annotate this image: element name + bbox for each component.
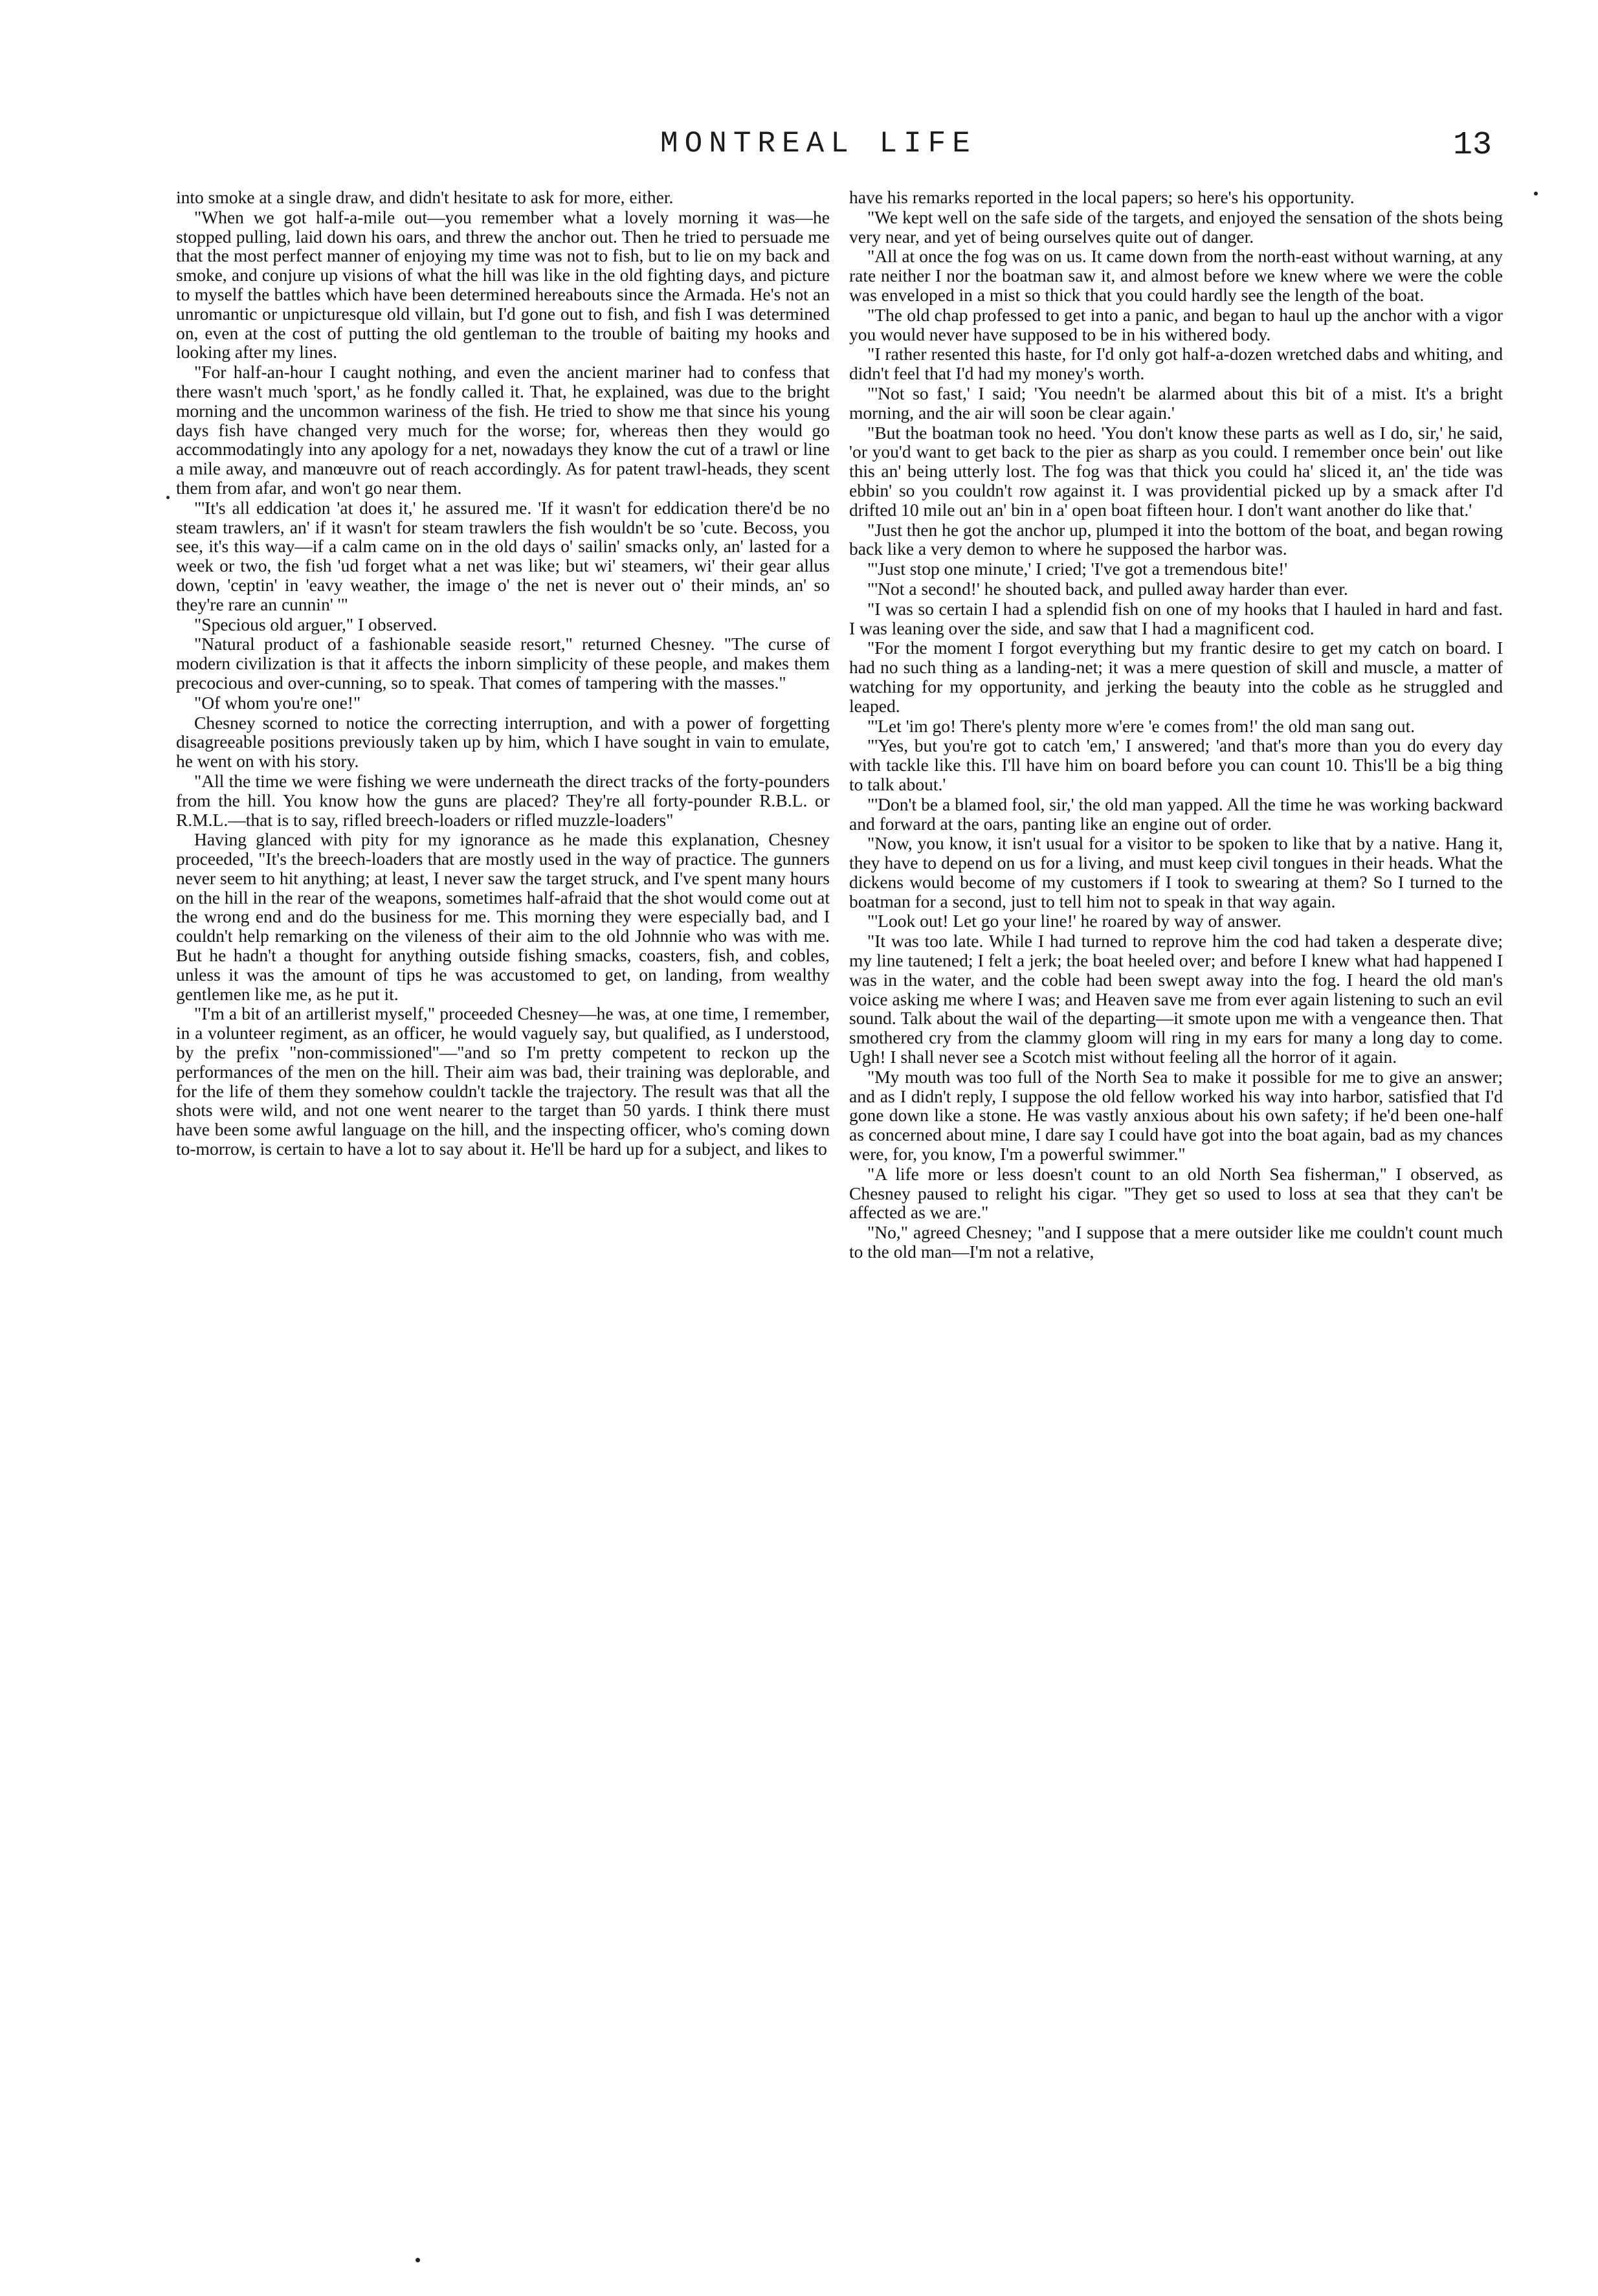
paragraph: into smoke at a single draw, and didn't hesitate to ask for more, either. [176,188,674,207]
paragraph: "All the time we were fishing we were underneath the direct tracks of the forty-pounders from the hill. You know how the guns are placed? They're all forty-pounder R.B.L. or R.M.L.—that is to say, rifled breech-loaders or rifled muzzle-loaders" [176,770,830,830]
paragraph: "Specious old arguer," I observed. [194,614,438,634]
paragraph: "When we got half-a-mile out—you remember what a lovely morning it was—he stopped pulling, laid down his oars, and threw the anchor out. Then he tried to persuade me that the most perfect manner of enjoying my time was not to fish, but to lie on my back and smoke, and conjure up visions of what the hill was like in the old fighting days, and picture to myself the battles which have been determined hereabouts since the Armada. He's not an unromantic or unpicturesque old villain, but I'd gone out to fish, and fish I was determined on, even at the cost of putting the old gentleman to the trouble of baiting my hooks and looking after my lines. [176,206,830,362]
paragraph: "'Just stop one minute,' I cried; 'I've got a tremendous bite!' [867,559,1288,579]
paragraph: "'Not so fast,' I said; 'You needn't be alarmed about this bit of a mist. It's a bright morning, and the air will soon be clear again.' [849,383,1503,423]
paragraph: "'It's all eddication 'at does it,' he assured me. 'If it wasn't for eddication there'd be no steam trawlers, an' if it wasn't for steam trawlers the fish wouldn't be so 'cute. Becoss, you see, it's this way—if a calm came on in the old days o' sailin' smacks only, an' lasted for a week or two, the fish 'ud forget what a net was like; but wi' steamers, wi' their gear allus down, 'ceptin' in 'eavy weather, the image o' the net is never out o' their minds, an' so they're rare an cunnin' '" [176,497,830,614]
running-head [0,127,1598,172]
paragraph: "Just then he got the anchor up, plumped it into the bottom of the boat, and began rowing back like a very demon to where he supposed the harbor was. [849,519,1503,559]
paragraph: "'Look out! Let go your line!' he roared by way of answer. [867,911,1282,931]
left-column [176,188,830,2175]
paragraph: "Natural product of a fashionable seaside resort," returned Chesney. "The curse of modern civilization is that it affects the inborn simplicity of these people, and makes them precocious and over-cunning, so to speak. That comes of tampering with the masses." [176,634,830,693]
paragraph: "'Let 'im go! There's plenty more w'ere 'e comes from!' the old man sang out. [867,715,1415,736]
right-column [849,188,1503,2175]
paragraph: "No," agreed Chesney; "and I suppose that a mere outsider like me couldn't count much to the old man—I'm not a relative, [849,1222,1503,1262]
paragraph: "Of whom you're one!" [194,692,361,713]
paragraph: "The old chap professed to get into a panic, and began to haul up the anchor with a vigor you would never have supposed to be in his withered body. [849,304,1503,344]
paragraph: Having glanced with pity for my ignorance as he made this explanation, Chesney proceeded, "It's the breech-loaders that are mostly used in the way of practice. The gunners never seem to hit anything; at least, I never saw the target struck, and I've spent many hours on the hill in the rear of the weapons, sometimes half-afraid that the shot would come out at the wrong end and do the business for me. This morning they were especially bad, and I couldn't help remarking on the vileness of their aim to the old Johnnie who was with me. But he hadn't a thought for anything outside fishing smacks, coasters, fish, and cobles, unless it was the amount of tips he was accustomed to get, on landing, from wealthy gentlemen like me, as he put it. [176,829,830,1004]
running-title: MONTREAL LIFE [660,127,977,161]
page-number: 13 [1453,127,1493,164]
paragraph: "A life more or less doesn't count to an old North Sea fisherman," I observed, as Chesney paused to relight his cigar. "They get so used to loss at sea that they can't be affected as we are." [849,1163,1503,1223]
paragraph: "For the moment I forgot everything but my frantic desire to get my catch on board. I had no such thing as a landing-net; it was a mere question of skill and muscle, a matter of watching for my opportunity, and jerking the beauty into the coble as he struggled and leaped. [849,638,1503,716]
paragraph: "'Not a second!' he shouted back, and pulled away harder than ever. [867,578,1348,599]
paragraph: have his remarks reported in the local papers; so here's his opportunity. [849,188,1355,207]
paragraph: "'Yes, but you're got to catch 'em,' I answered; 'and that's more than you do every day with tackle like this. I'll have him on board before you can count 10. This'll be a big thing to talk about.' [849,735,1503,794]
paragraph: "I rather resented this haste, for I'd only got half-a-dozen wretched dabs and whiting, and didn't feel that I'd had my money's worth. [849,344,1503,384]
paragraph: "We kept well on the safe side of the targets, and enjoyed the sensation of the shots being very near, and yet of being ourselves quite out of danger. [849,206,1503,247]
stray-speck-mark [416,2258,420,2262]
paragraph: "I'm a bit of an artillerist myself," proceeded Chesney—he was, at one time, I remember, in a volunteer regiment, as an officer, he would vaguely say, but qualified, as I understood, by the prefix "non-commissioned"—"and so I'm pretty competent to reckon up the performances of the men on the hill. Their aim was bad, their training was deplorable, and for the life of them they somehow couldn't tackle the trajectory. The result was that all the shots were wild, and not one went nearer to the target than 50 yards. I think there must have been some awful language on the hill, and the inspecting officer, who's coming down to-morrow, is certain to have a lot to say about it. He'll be hard up for a subject, and likes to [176,1003,830,1159]
paragraph: Chesney scorned to notice the correcting interruption, and with a power of forgetting disagreeable positions previously taken up by him, which I have sought in vain to emulate, he went on with his story. [176,712,830,772]
paragraph: "I was so certain I had a splendid fish on one of my hooks that I hauled in hard and fast. I was leaning over the side, and saw that I had a magnificent cod. [849,598,1503,638]
paragraph: "It was too late. While I had turned to reprove him the cod had taken a desperate dive; my line tautened; I felt a jerk; the boat heeled over; and before I knew what had happened I was in the water, and the coble had been swept away into the fog. I heard the old man's voice asking me where I was; and Heaven save me from ever again listening to such an evil sound. Talk about the wail of the departing—it smote upon me with a vengeance then. That smothered cry from the clammy gloom will ring in my ears for many a long day to come. Ugh! I shall never see a Scotch mist without feeling all the horror of it again. [849,931,1503,1067]
paragraph: "'Don't be a blamed fool, sir,' the old man yapped. All the time he was working backward and forward at the oars, panting like an engine out of order. [849,794,1503,834]
paragraph: "But the boatman took no heed. 'You don't know these parts as well as I do, sir,' he said, 'or you'd want to get back to the pier as sharp as you could. I remember once bein' out like this an' being utterly lost. The fog was that thick you could ha' sliced it, an' the tide was ebbin' so you couldn't row against it. I was providential picked up by a smack after I'd drifted 10 mile out an' bin in a' open boat fifteen hour. I don't want another do like that.' [849,422,1503,520]
paragraph: "My mouth was too full of the North Sea to make it possible for me to give an answer; and as I didn't reply, I suppose the old fellow worked his way into harbor, satisfied that I'd gone down like a stone. He was vastly anxious about his own safety; if he'd been one-half as concerned about mine, I dare say I could have got into the boat again, bad as my chances were, for, you know, I'm a powerful swimmer." [849,1066,1503,1165]
paragraph: "Now, you know, it isn't usual for a visitor to be spoken to like that by a native. Hang it, they have to depend on us for a living, and must keep civil tongues in their heads. What the dickens would become of my customers if I took to swearing at them? So I turned to the boatman for a second, just to tell him not to speak in that way again. [849,833,1503,911]
paragraph: "All at once the fog was on us. It came down from the north-east without warning, at any rate neither I nor the boatman saw it, and almost before we knew where we were the coble was enveloped in a mist so thick that you could hardly see the length of the boat. [849,246,1503,305]
stray-speck-mark [166,496,170,499]
paragraph: "For half-an-hour I caught nothing, and even the ancient mariner had to confess that there wasn't much 'sport,' as he fondly called it. That, he explained, was due to the bright morning and the uncommon wariness of the fish. He tried to show me that since his young days fish have changed very much for the worse; for, whereas then they would go accommodatingly into any apology for a net, nowadays they know the cut of a trawl or line a mile away, and manœuvre out of reach accordingly. As for patent trawl-heads, they scent them from afar, and won't go near them. [176,362,830,498]
stray-speck-mark [1534,192,1538,195]
